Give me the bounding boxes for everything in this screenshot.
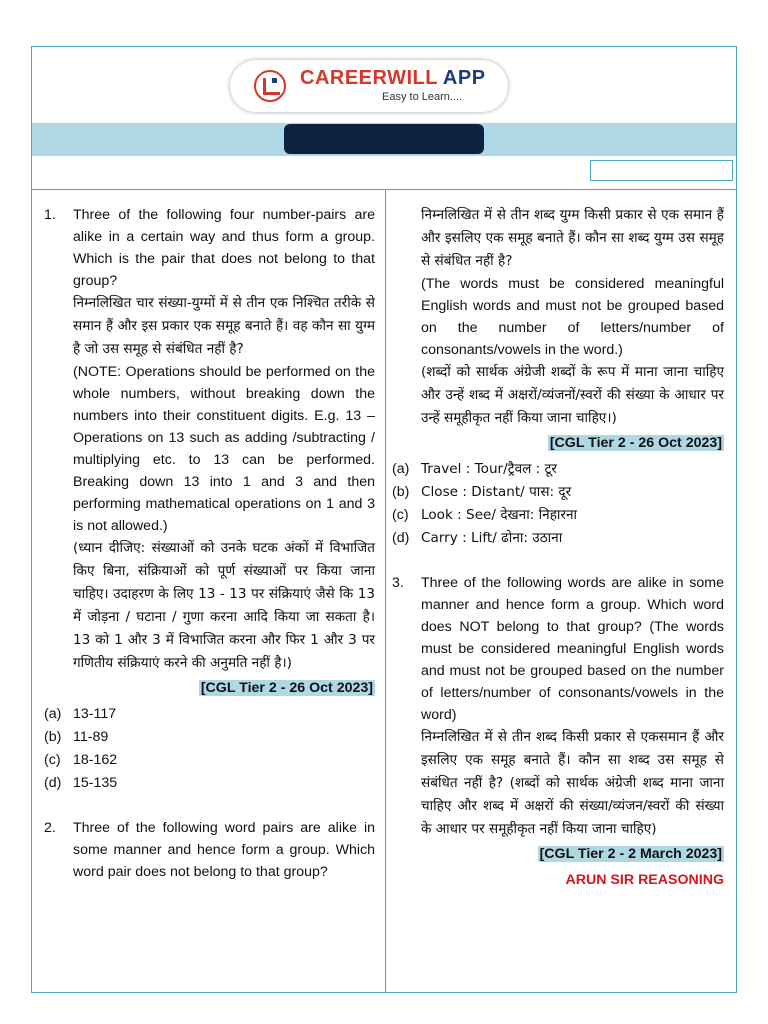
title-pill: [284, 124, 484, 154]
question-note-english: (NOTE: Operations should be performed on the whole numbers, without breaking down the numbers into their constituent digits. E.g. 13 – Operations on 13 such as adding /subtracting / multiplying etc. to 13 can be performed. Breaking down 13 into 1 and 3 and then performing mathematical operations on 1 and 3 is not allowed.): [73, 364, 375, 534]
brand-label: ARUN SIR REASONING: [565, 872, 724, 888]
question-2-continued: [392, 204, 724, 454]
option: (a) Travel : Tour/ट्रैवल : टूर: [392, 461, 557, 477]
header-divider: [32, 189, 736, 190]
question-note-hindi: (शब्दों को सार्थक अंग्रेजी शब्दों के रूप में माना जाना चाहिए और उन्हें शब्द में अक्षरों/व्यंजनों/स्वरों की संख्या के आधार पर उन्हें समूहीकृत नहीं किया जाना चाहिए।): [421, 364, 724, 426]
question-hindi: निम्नलिखित में से तीन शब्द किसी प्रकार से एकसमान हैं और इसलिए एक समूह बनाते हैं। कौन सा शब्द उस समूह से संबंधित नहीं है? (शब्दों को सार्थक अंग्रेजी शब्द माना जाना चाहिए और शब्द में अक्षरों की संख्या/व्यंजन/स्वरों की संख्या के आधार पर समूहीकृत नहीं किया जाना चाहिए): [421, 729, 724, 837]
question-english: Three of the following four number-pairs are alike in a certain way and thus form a group. Which is the pair that does not belong to that group?: [73, 207, 375, 289]
option: (d) Carry : Lift/ ढोना: उठाना: [392, 530, 563, 546]
exam-source: [CGL Tier 2 - 26 Oct 2023]: [549, 435, 722, 451]
options-list: [392, 458, 724, 550]
header-box: [590, 160, 733, 181]
column-divider: [385, 190, 386, 992]
question-number: 2.: [44, 820, 56, 836]
options-list: [44, 703, 375, 795]
logo-tagline: Easy to Learn....: [382, 91, 463, 103]
option: (c) 18-162: [44, 752, 118, 768]
option: (b) Close : Distant/ पास: दूर: [392, 484, 572, 500]
exam-source: [CGL Tier 2 - 2 March 2023]: [539, 846, 722, 862]
question-hindi: निम्नलिखित में से तीन शब्द युग्म किसी प्रकार से एक समान हैं और इसलिए एक समूह बनाते हैं। कौन सा शब्द युग्म उस समूह से संबंधित नहीं है?: [421, 207, 724, 269]
option: (b) 11-89: [44, 729, 109, 745]
question-2: [44, 817, 375, 883]
question-note-hindi: (ध्यान दीजिए: संख्याओं को उनके घटक अंकों में विभाजित किए बिना, संक्रियाओं को पूर्ण संख्याओं पर किया जाना चाहिए। उदाहरण के लिए 13 - 13 पर संक्रियाएं जैसे कि 13 में जोड़ना / घटाना / गुणा करना आदि किया जा सकता है। 13 को 1 और 3 में विभाजित करना और फिर 1 और 3 पर गणितीय संक्रियाएं करने की अनुमति नहीं है।): [73, 540, 375, 671]
logo-name: CAREERWILL APP: [300, 67, 486, 89]
question-1: [44, 204, 375, 699]
careerwill-logo: [230, 60, 508, 112]
right-column: [392, 204, 724, 891]
question-hindi: निम्नलिखित चार संख्या-युग्मों में से तीन एक निश्चित तरीके से समान हैं और इस प्रकार एक समूह बनाते हैं। वह कौन सा युग्म है जो उस समूह से संबंधित नहीं है?: [73, 295, 375, 357]
option: (d) 15-135: [44, 775, 118, 791]
question-number: 3.: [392, 575, 404, 591]
exam-source: [CGL Tier 2 - 26 Oct 2023]: [200, 680, 373, 696]
careerwill-logo-icon: [254, 70, 286, 102]
question-3: [392, 572, 724, 891]
question-number: 1.: [44, 207, 56, 223]
question-english: Three of the following words are alike in some manner and hence form a group. Which word does NOT belong to that group? (The words must be considered meaningful English words and must not be grouped based on the number of letters/number of consonants/vowels in the word): [421, 575, 724, 723]
left-column: [44, 204, 375, 883]
question-note-english: (The words must be considered meaningful English words and must not be grouped based on the number of letters/number of consonants/vowels in the word.): [421, 276, 724, 358]
question-english: Three of the following word pairs are alike in some manner and hence form a group. Which word pair does not belong to that group?: [73, 820, 375, 880]
option: (c) Look : See/ देखना: निहारना: [392, 507, 578, 523]
option: (a) 13-117: [44, 706, 117, 722]
